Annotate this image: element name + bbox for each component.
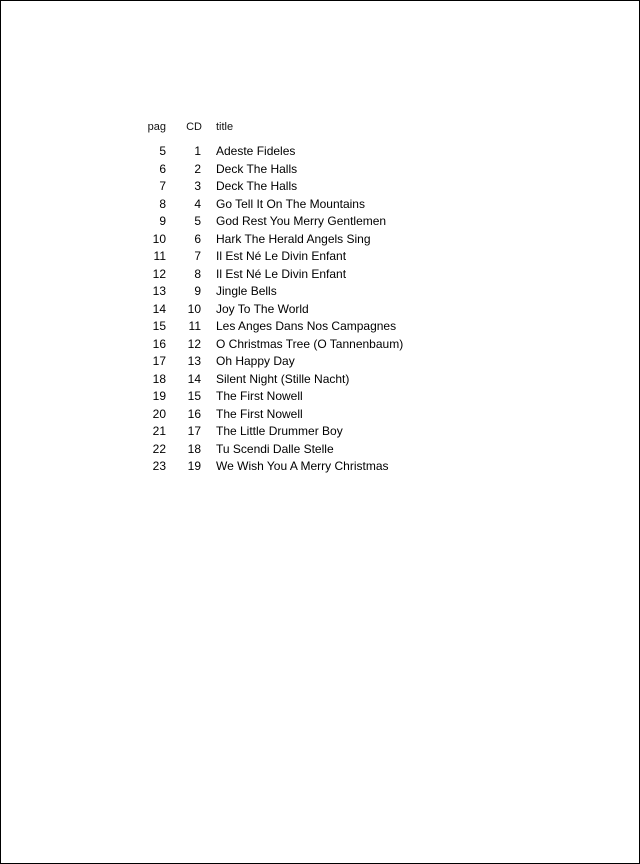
row-title: The First Nowell	[216, 389, 303, 403]
row-pag: 12	[152, 266, 166, 281]
row-cd: 14	[187, 371, 201, 386]
row-title: Oh Happy Day	[216, 354, 295, 368]
row-pag: 8	[159, 196, 166, 211]
row-pag: 16	[152, 336, 166, 351]
row-pag: 13	[152, 284, 166, 298]
row-cd: 10	[187, 301, 201, 316]
row-title: Go Tell It On The Mountains	[216, 196, 365, 211]
table-row	[141, 283, 461, 301]
table-of-contents	[141, 118, 461, 476]
row-title: The First Nowell	[216, 406, 303, 421]
table-row	[141, 178, 461, 196]
table-row	[141, 441, 461, 459]
table-row	[141, 213, 461, 231]
table-row	[141, 161, 461, 179]
table-row	[141, 406, 461, 424]
row-pag: 6	[159, 161, 166, 176]
row-title: Hark The Herald Angels Sing	[216, 231, 371, 246]
table-row	[141, 196, 461, 214]
table-header	[141, 118, 461, 136]
table-row	[141, 301, 461, 319]
table-row	[141, 266, 461, 284]
row-pag: 9	[159, 214, 166, 228]
table-row	[141, 423, 461, 441]
table-row	[141, 353, 461, 371]
row-cd: 7	[194, 249, 201, 263]
row-pag: 10	[152, 231, 166, 246]
row-cd: 19	[187, 459, 201, 473]
row-cd: 1	[194, 144, 201, 158]
row-cd: 12	[187, 336, 201, 351]
row-cd: 6	[194, 231, 201, 246]
header-cd: CD	[186, 121, 202, 133]
row-title: Deck The Halls	[216, 179, 298, 193]
table-row	[141, 336, 461, 354]
row-cd: 3	[194, 179, 201, 193]
header-pag: pag	[147, 121, 166, 133]
row-cd: 9	[194, 284, 201, 298]
row-cd: 5	[194, 214, 201, 228]
table-row	[141, 458, 461, 476]
row-cd: 11	[188, 319, 201, 333]
row-pag: 7	[159, 179, 166, 193]
row-title: Adeste Fideles	[216, 144, 296, 158]
row-cd: 17	[187, 424, 201, 438]
table-row	[141, 371, 461, 389]
table-row	[141, 231, 461, 249]
row-cd: 16	[187, 406, 201, 421]
row-title: Il Est Né Le Divin Enfant	[216, 266, 347, 281]
row-title: We Wish You A Merry Christmas	[216, 459, 389, 473]
row-title: God Rest You Merry Gentlemen	[216, 214, 387, 228]
row-pag: 18	[152, 371, 166, 386]
row-title: The Little Drummer Boy	[216, 424, 343, 438]
row-pag: 11	[153, 249, 166, 263]
row-cd: 18	[187, 441, 201, 456]
row-pag: 22	[152, 441, 166, 456]
table-row	[141, 388, 461, 406]
row-pag: 20	[152, 406, 166, 421]
header-title: title	[216, 121, 234, 133]
row-cd: 13	[187, 354, 201, 368]
row-cd: 15	[187, 389, 201, 403]
row-pag: 17	[152, 354, 166, 368]
row-title: Deck The Halls	[216, 161, 298, 176]
table-row	[141, 248, 461, 266]
table-row	[141, 143, 461, 161]
row-pag: 5	[159, 144, 166, 158]
row-cd: 8	[194, 266, 201, 281]
row-title: Silent Night (Stille Nacht)	[216, 371, 350, 386]
row-pag: 23	[152, 459, 166, 473]
table-body	[141, 143, 461, 476]
row-title: Jingle Bells	[216, 284, 277, 298]
row-title: O Christmas Tree (O Tannenbaum)	[216, 336, 404, 351]
row-title: Il Est Né Le Divin Enfant	[216, 249, 347, 263]
row-pag: 15	[152, 319, 166, 333]
row-pag: 19	[152, 389, 166, 403]
row-title: Joy To The World	[216, 301, 309, 316]
row-title: Tu Scendi Dalle Stelle	[216, 441, 334, 456]
row-pag: 14	[152, 301, 166, 316]
table-row	[141, 318, 461, 336]
row-cd: 4	[194, 196, 201, 211]
row-title: Les Anges Dans Nos Campagnes	[216, 319, 397, 333]
row-cd: 2	[194, 161, 201, 176]
row-pag: 21	[152, 424, 166, 438]
